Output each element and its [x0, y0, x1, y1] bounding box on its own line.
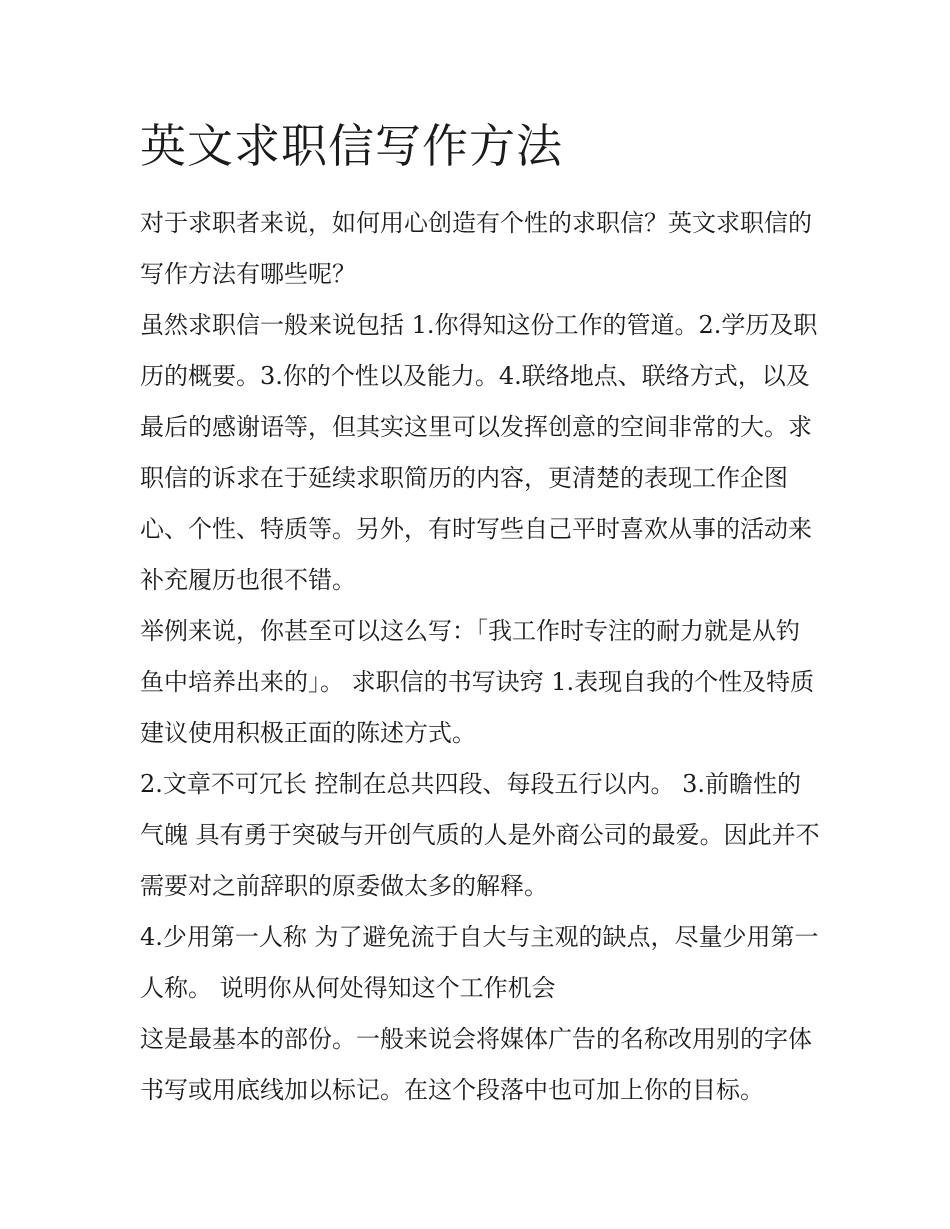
paragraph-source: 这是最基本的部份。一般来说会将媒体广告的名称改用别的字体书写或用底线加以标记。在这个段落中也可加上你的目标。	[140, 1025, 812, 1104]
paragraph-tips-2-3: 2.文章不可冗长 控制在总共四段、每段五行以内。 3.前瞻性的气魄 具有勇于突破与开创气质的人是外商公司的最爱。因此并不需要对之前辞职的原委做太多的解释。	[140, 770, 820, 900]
paragraph-intro: 对于求职者来说，如何用心创造有个性的求职信？英文求职信的写作方法有哪些呢？	[140, 209, 812, 288]
paragraph-contents: 虽然求职信一般来说包括 1.你得知这份工作的管道。2.学历及职历的概要。3.你的个性以及能力。4.联络地点、联络方式，以及最后的感谢语等，但其实这里可以发挥创意的空间非常的大。求职信的诉求在于延续求职简历的内容，更清楚的表现工作企图心、个性、特质等。另外，有时写些自己平时喜欢从事的活动来补充履历也很不错。	[140, 311, 818, 594]
paragraph-example: 举例来说，你甚至可以这么写：「我工作时专注的耐力就是从钓鱼中培养出来的」。 求职信的书写诀窍 1.表现自我的个性及特质 建议使用积极正面的陈述方式。	[140, 617, 815, 747]
paragraph-tip-4: 4.少用第一人称 为了避免流于自大与主观的缺点，尽量少用第一人称。 说明你从何处得知这个工作机会	[140, 923, 819, 1002]
document-page	[140, 112, 820, 1116]
document-title: 英文求职信写作方法	[140, 119, 563, 173]
